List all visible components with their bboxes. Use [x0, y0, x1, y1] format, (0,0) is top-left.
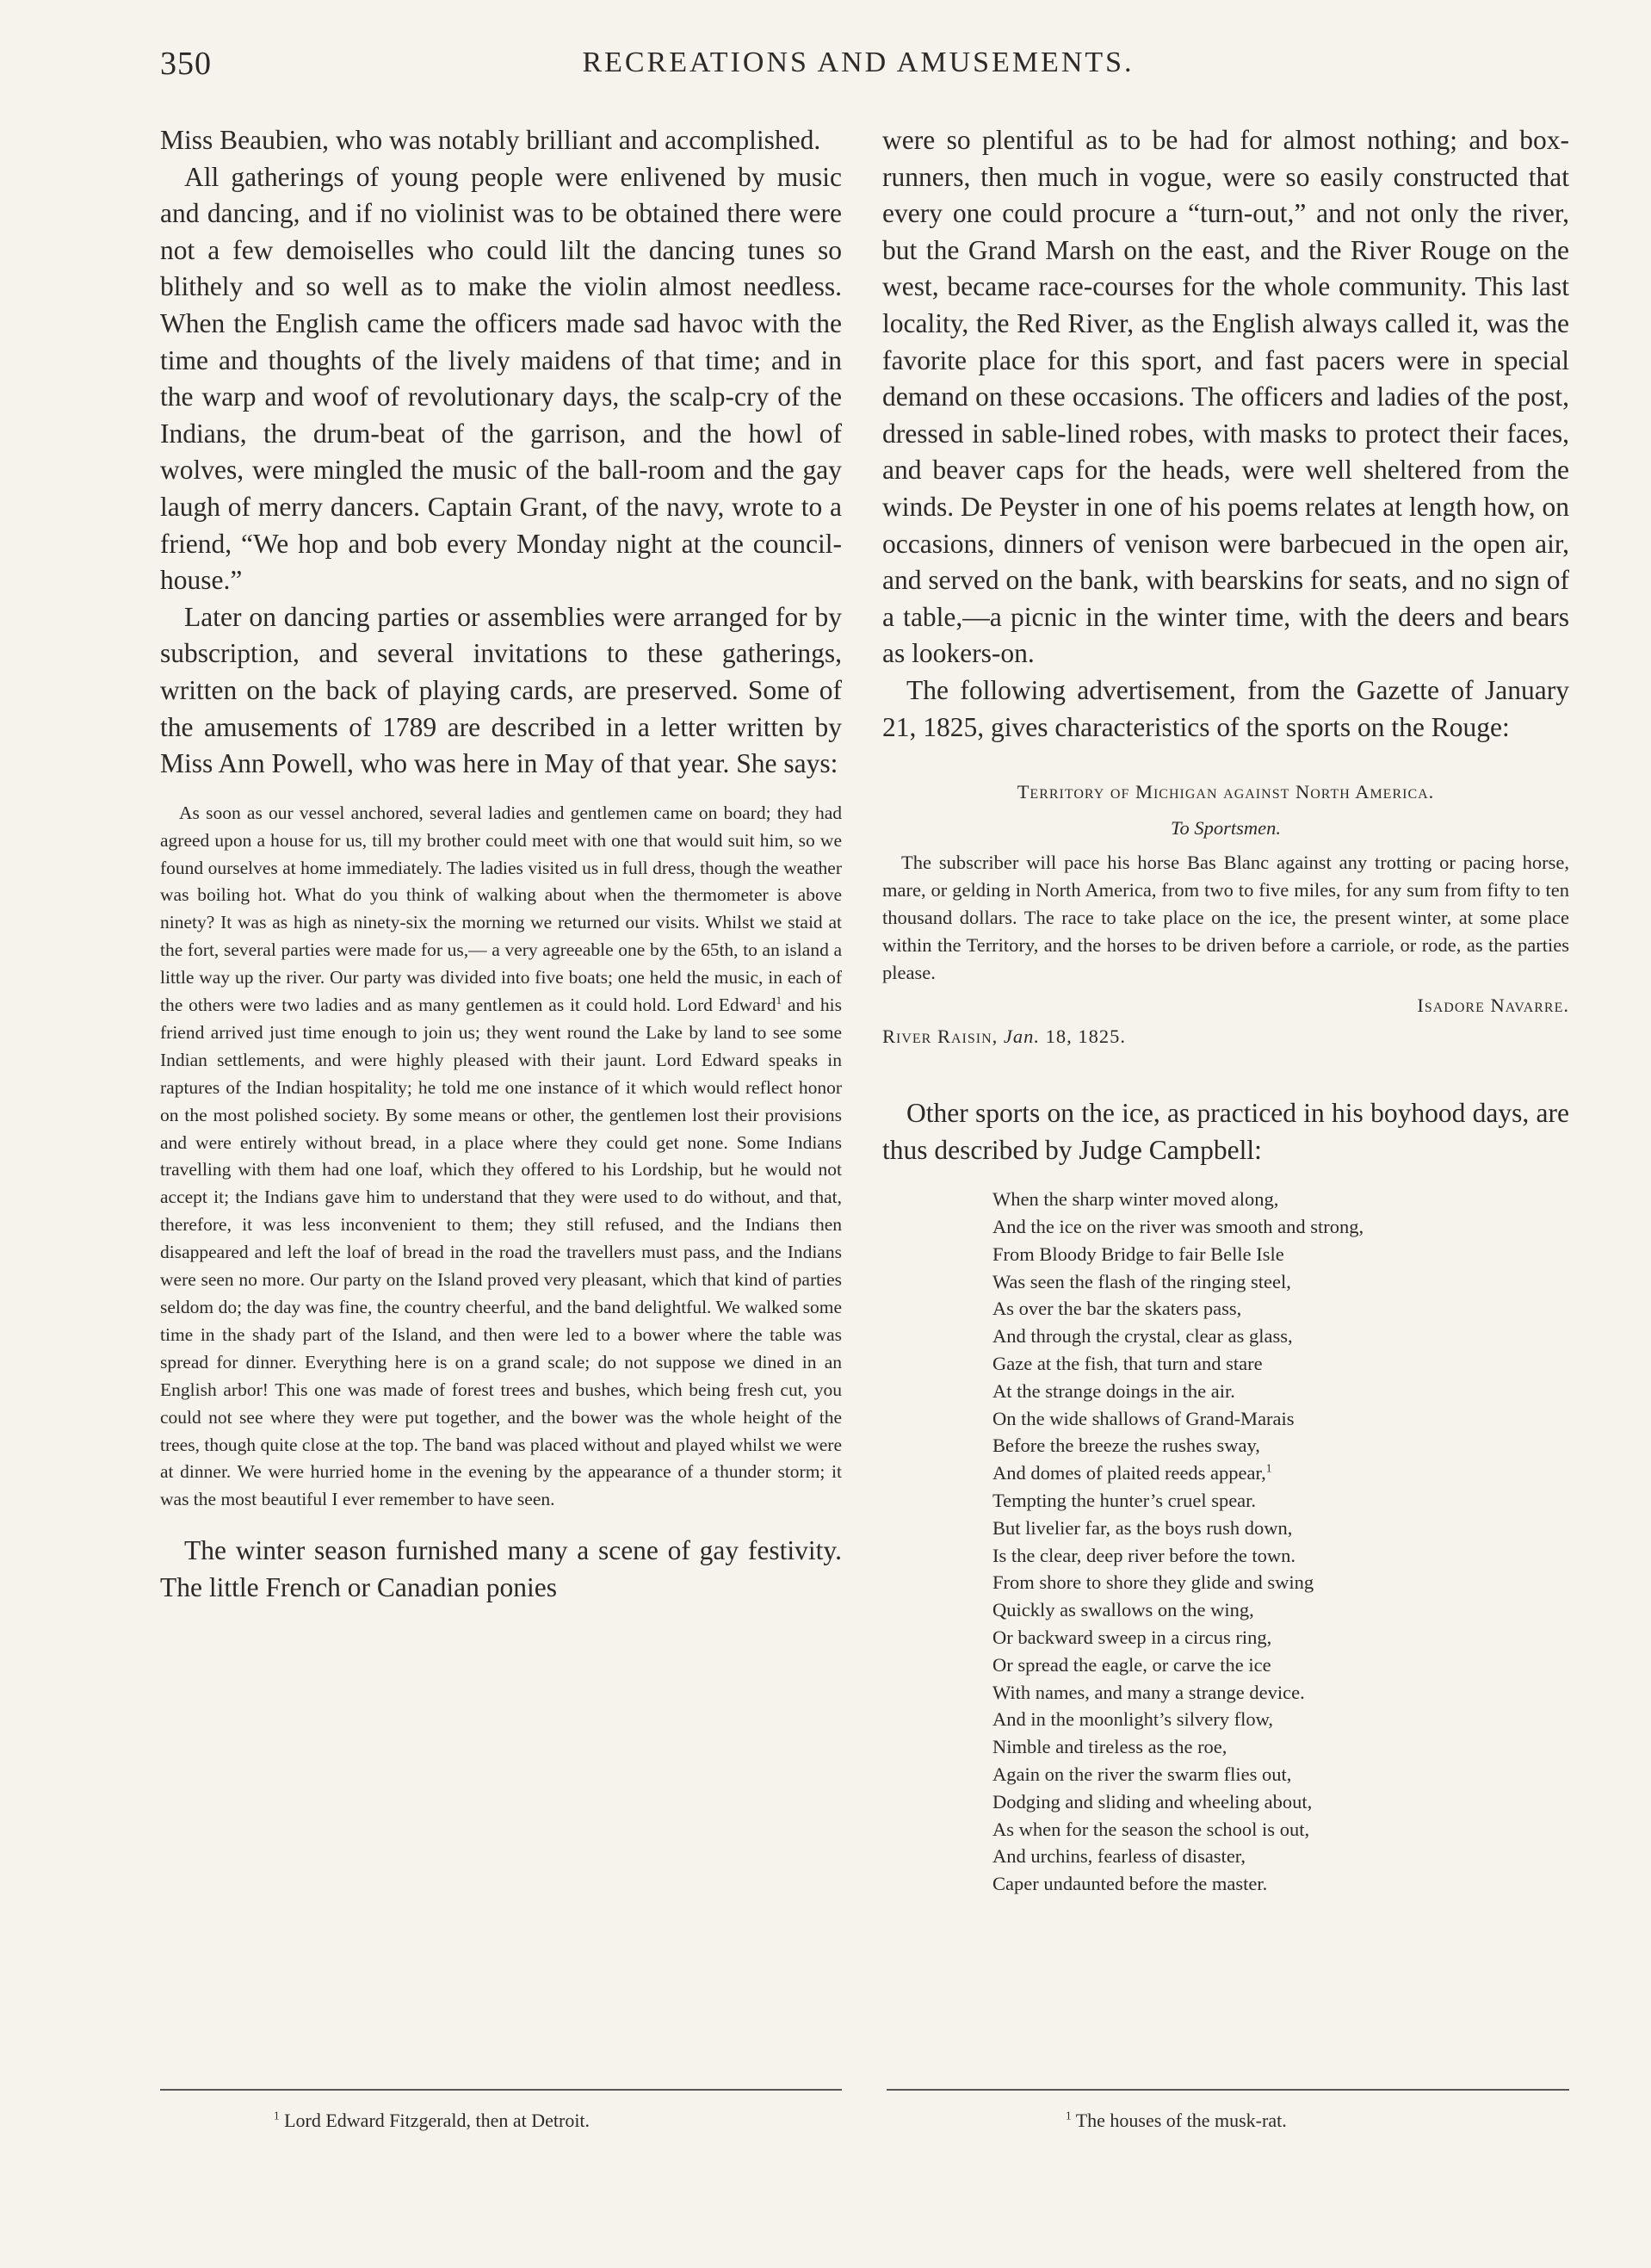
- poem-line: And in the moonlight’s silvery flow,: [992, 1708, 1274, 1731]
- poem-line: Caper undaunted before the master.: [992, 1873, 1268, 1895]
- advertisement-subtitle: To Sportsmen.: [1171, 817, 1281, 840]
- poem-line: From shore to shore they glide and swing: [992, 1571, 1314, 1594]
- paragraph: The winter season furnished many a scene of gay festivity. The little French or Canadian ponies: [160, 1535, 842, 1602]
- left-column: [160, 122, 842, 1606]
- footnote-left: [274, 2110, 590, 2132]
- poem: [992, 1186, 1569, 1898]
- poem-line: Gaze at the fish, that turn and stare: [992, 1353, 1263, 1375]
- footnote-reference: 1: [1265, 1461, 1272, 1475]
- poem-line: Is the clear, deep river before the town.: [992, 1544, 1296, 1566]
- poem-line: [992, 1459, 1569, 1487]
- advertisement-body: The subscriber will pace his horse Bas Blanc against any trotting or pacing horse, mare, or gelding in North America, from two to five miles, for any sum from fifty to ten thousand dollars. The race to take place on the ice, the present winter, at some place within the Territory, and the horses to be driven before a carriole, or rode, as the parties please.: [882, 852, 1569, 984]
- paragraph: All gatherings of young people were enlivened by music and dancing, and if no violinist was to be obtained there were not a few demoiselles who could lilt the dancing tunes so blithely and so well as to make the violin almost needless. When the English came the officers made sad havoc with the time and thoughts of the lively maidens of that time; and in the warp and woof of revolutionary days, the scalp-cry of the Indians, the drum-beat of the garrison, and the howl of wolves, were mingled the music of the ball-room and the gay laugh of merry dancers. Captain Grant, of the navy, wrote to a friend, “We hop and bob every Monday night at the council-house.”: [160, 161, 842, 596]
- page-header: [160, 45, 1556, 96]
- poem-line: As over the bar the skaters pass,: [992, 1298, 1242, 1320]
- paragraph: Later on dancing parties or assemblies were arranged for by subscription, and several invitations to these gatherings, written on the back of playing cards, are preserved. Some of the amusements of 1789 are described in a letter written by Miss Ann Powell, who was here in May of that year. She says:: [160, 601, 842, 779]
- poem-line: With names, and many a strange device.: [992, 1681, 1305, 1703]
- poem-line: And urchins, fearless of disaster,: [992, 1845, 1246, 1868]
- date-rest: 18, 1825.: [1040, 1026, 1127, 1048]
- poem-line: As when for the season the school is out,: [992, 1818, 1310, 1840]
- poem-line: From Bloody Bridge to fair Belle Isle: [992, 1242, 1284, 1265]
- poem-line: Was seen the flash of the ringing steel,: [992, 1270, 1291, 1292]
- footnote-reference: 1: [776, 994, 782, 1007]
- advertisement-title: Territory of Michigan against North America.: [1017, 781, 1435, 803]
- advertisement-dateline: [882, 1023, 1569, 1050]
- poem-line: Tempting the hunter’s cruel spear.: [992, 1490, 1257, 1512]
- paragraph: The following advertisement, from the Gazette of January 21, 1825, gives characteristics of the sports on the Rouge:: [882, 674, 1569, 742]
- poem-line: Or backward sweep in a circus ring,: [992, 1627, 1272, 1649]
- quote-text: As soon as our vessel anchored, several ladies and gentlemen came on board; they had agreed upon a house for us, till my brother could meet with one that would suit him, so we found ourselves at home immediately. The ladies visited us in full dress, though the weather was boiling hot. What do you think of walking about when the thermometer is above ninety? It was as high as ninety-six the morning we returned our visits. Whilst we staid at the fort, several parties were made for us,— a very agreeable one by the 65th, to an island a little way up the river. Our party was divided into five boats; one held the music, in each of the others were two ladies and as many gentlemen as it could hold. Lord Edward: [160, 802, 842, 1016]
- poem-line: But livelier far, as the boys rush down,: [992, 1516, 1293, 1539]
- right-column: [882, 122, 1569, 1898]
- poem-line: At the strange doings in the air.: [992, 1379, 1235, 1402]
- poem-line: When the sharp winter moved along,: [992, 1188, 1279, 1211]
- date-month: Jan.: [1003, 1026, 1041, 1048]
- poem-line: And the ice on the river was smooth and strong,: [992, 1216, 1364, 1238]
- poem-line: Dodging and sliding and wheeling about,: [992, 1790, 1313, 1813]
- poem-line: And through the crystal, clear as glass,: [992, 1325, 1293, 1348]
- quote-text: and his friend arrived just time enough to join us; they went round the Lake by land to see some Indian settlements, and were highly pleased with their jaunt. Lord Edward speaks in raptures of the Indian hospitality; he told me one instance of it which would reflect honor on the most polished society. By some means or other, the gentlemen lost their provisions and were entirely without bread, in a place where they could get none. Some Indians travelling with them had one loaf, which they offered to his Lordship, but he would not accept it; the Indians gave him to understand that they were used to do without, and that, therefore, it was less inconvenient to them; they still refused, and the Indians then disappeared and left the loaf of bread in the road the travellers must pass, and the Indians were seen no more. Our party on the Island proved very pleasant, which that kind of parties seldom do; the day was fine, the country cheerful, and the band delightful. We walked some time in the shady part of the Island, and then were led to a bower where the table was spread for dinner. Everything here is on a grand scale; do not suppose we dined in an English arbor! This one was made of forest trees and bushes, which being fresh cut, you could not see where they were put together, and the bower was the whole height of the trees, though quite close at the top. The band was placed without and played whilst we were at dinner. We were hurried home in the evening by the appearance of a thunder storm; it was the most beautiful I ever remember to have seen.: [160, 995, 842, 1510]
- footnote-text: Lord Edward Fitzgerald, then at Detroit.: [279, 2110, 591, 2131]
- advertisement-signature: Isadore Navarre.: [1417, 995, 1569, 1017]
- running-head: RECREATIONS AND AMUSEMENTS.: [582, 46, 1135, 78]
- poem-line: Quickly as swallows on the wing,: [992, 1599, 1254, 1621]
- footnote-divider: [160, 2089, 842, 2091]
- footnote-mark: 1: [1066, 2109, 1072, 2122]
- place: River Raisin,: [882, 1026, 999, 1048]
- paragraph: Other sports on the ice, as practiced in his boyhood days, are thus described by Judge Campbell:: [882, 1098, 1569, 1165]
- paragraph: were so plentiful as to be had for almost nothing; and box-runners, then much in vogue, were so easily constructed that every one could procure a “turn-out,” and not only the river, but the Grand Marsh on the east, and the River Rouge on the west, became race-courses for the whole community. This last locality, the Red River, as the English always called it, was the favorite place for this sport, and fast pacers were in special demand on these occasions. The officers and ladies of the post, dressed in sable-lined robes, with masks to protect their faces, and beaver caps for the heads, were well sheltered from the winds. De Peyster in one of his poems relates at length how, on occasions, dinners of venison were barbecued in the open air, and served on the bank, with bearskins for seats, and no sign of a table,—a picnic in the winter time, with the deers and bears as lookers-on.: [882, 125, 1569, 669]
- paragraph: Miss Beaubien, who was notably brilliant and accomplished.: [160, 125, 821, 155]
- poem-line: Or spread the eagle, or carve the ice: [992, 1653, 1271, 1676]
- advertisement: [882, 778, 1569, 1050]
- footnote-text: The houses of the musk-rat.: [1071, 2110, 1287, 2131]
- footnote-divider: [887, 2089, 1569, 2091]
- letter-quotation: [160, 800, 842, 1515]
- page-number: 350: [160, 46, 212, 82]
- poem-line: On the wide shallows of Grand-Marais: [992, 1407, 1295, 1429]
- footnote-right: [1066, 2110, 1287, 2132]
- poem-line: Nimble and tireless as the roe,: [992, 1736, 1227, 1758]
- poem-line: Before the breeze the rushes sway,: [992, 1435, 1260, 1457]
- poem-line: Again on the river the swarm flies out,: [992, 1763, 1292, 1786]
- footnote-mark: 1: [274, 2109, 280, 2122]
- poem-line-text: And domes of plaited reeds appear,: [992, 1462, 1266, 1484]
